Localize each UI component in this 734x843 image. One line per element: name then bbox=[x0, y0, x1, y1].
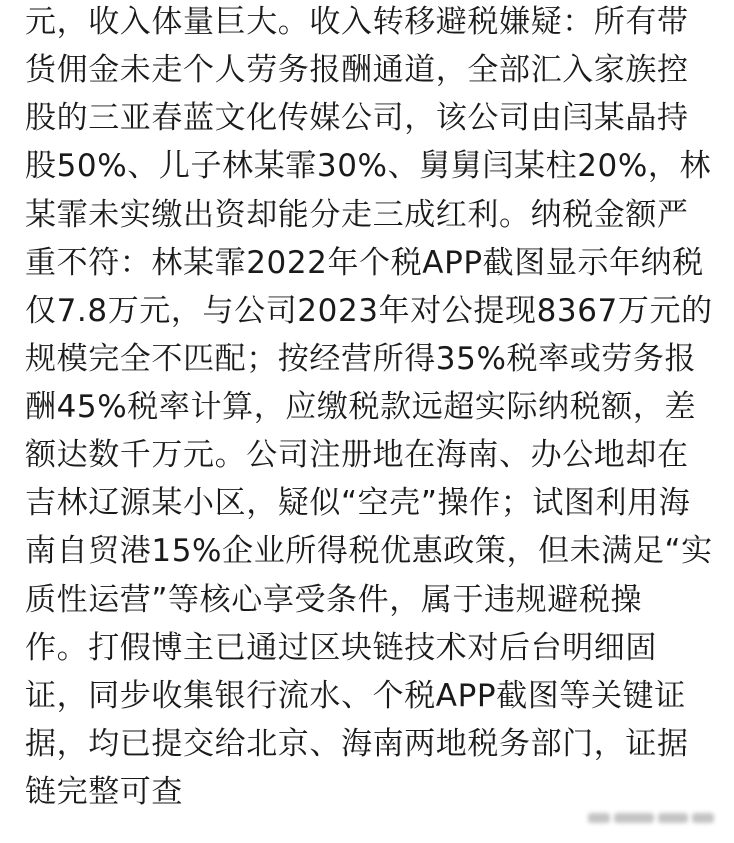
text-line: 作。打假博主已通过区块链技术对后台明细固 bbox=[25, 630, 657, 666]
text-line: 重不符：林某霏2022年个税APP截图显示年纳税 bbox=[25, 245, 704, 281]
text-line: 元，收入体量巨大。收入转移避税嫌疑：所有带 bbox=[25, 4, 689, 40]
text-line: 额达数千万元。公司注册地在海南、办公地却在 bbox=[25, 437, 689, 473]
text-line: 链完整可查 bbox=[25, 774, 183, 810]
text-line: 吉林辽源某小区，疑似“空壳”操作；试图利用海 bbox=[25, 485, 691, 521]
article-body bbox=[25, 0, 725, 843]
text-line: 酬45%税率计算，应缴税款远超实际纳税额，差 bbox=[25, 389, 697, 425]
text-line: 仅7.8万元，与公司2023年对公提现8367万元的 bbox=[25, 293, 713, 329]
text-line: 质性运营”等核心享受条件，属于违规避税操 bbox=[25, 582, 643, 618]
text-line: 据，均已提交给北京、海南两地税务部门，证据 bbox=[25, 726, 689, 762]
text-line: 南自贸港15%企业所得税优惠政策，但未满足“实 bbox=[25, 533, 713, 569]
text-line: 证，同步收集银行流水、个税APP截图等关键证 bbox=[25, 678, 686, 714]
blurred-watermark bbox=[588, 808, 716, 828]
text-line: 货佣金未走个人劳务报酬通道，全部汇入家族控 bbox=[25, 52, 689, 88]
text-line: 规模完全不匹配；按经营所得35%税率或劳务报 bbox=[25, 341, 697, 377]
text-line: 某霏未实缴出资却能分走三成红利。纳税金额严 bbox=[25, 197, 689, 233]
text-line: 股50%、儿子林某霏30%、舅舅闫某柱20%，林 bbox=[25, 148, 712, 184]
text-line: 股的三亚春蓝文化传媒公司，该公司由闫某晶持 bbox=[25, 100, 689, 136]
